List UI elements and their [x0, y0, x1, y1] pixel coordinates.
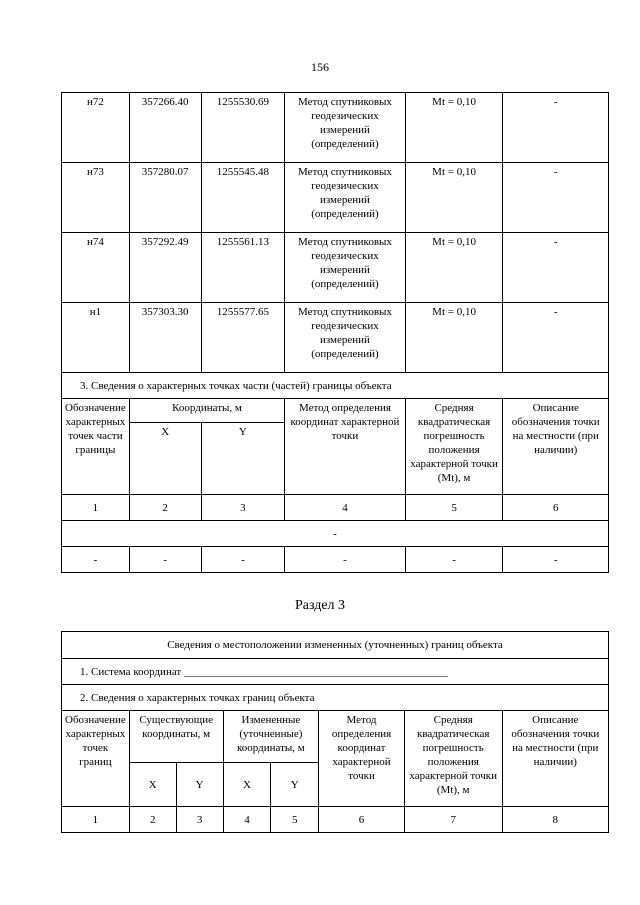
coord-system-row — [62, 659, 609, 685]
point-error: Mt = 0,10 — [405, 233, 503, 303]
point-method: Метод спутниковых геодезических измерений (определений) — [285, 163, 405, 233]
header-changed: Измененные (уточненные) координаты, м — [223, 711, 319, 763]
header-description: Описание обозначения точки на местности (при наличии) — [503, 399, 609, 495]
point-description: - — [503, 163, 609, 233]
point-description: - — [503, 93, 609, 163]
column-number: 7 — [404, 807, 502, 833]
boundary-points-table — [61, 92, 609, 573]
column-number: 6 — [319, 807, 405, 833]
column-number-row — [62, 807, 609, 833]
point-x: 357292.49 — [129, 233, 201, 303]
point-y: 1255561.13 — [201, 233, 285, 303]
point-error: Mt = 0,10 — [405, 93, 503, 163]
header-designation: Обозначение характерных точек границ — [62, 711, 130, 807]
dash-cell: - — [503, 547, 609, 573]
part3-header-row — [62, 399, 609, 423]
header-error: Средняя квадратическая погрешность положения характерной точки (Mt), м — [404, 711, 502, 807]
point-error: Mt = 0,10 — [405, 303, 503, 373]
header-x: X — [129, 763, 176, 807]
points-title: 2. Сведения о характерных точках границ объекта — [62, 685, 609, 711]
point-method: Метод спутниковых геодезических измерений (определений) — [285, 233, 405, 303]
column-number: 4 — [223, 807, 271, 833]
header-y: Y — [176, 763, 223, 807]
header-existing: Существующие координаты, м — [129, 711, 223, 763]
point-y: 1255577.65 — [201, 303, 285, 373]
column-number: 1 — [62, 807, 130, 833]
point-y: 1255530.69 — [201, 93, 285, 163]
header-coordinates: Координаты, м — [129, 399, 284, 423]
header-method: Метод определения координат характерной точки — [285, 399, 405, 495]
column-number: 2 — [129, 495, 201, 521]
merged-dash-cell: - — [62, 521, 609, 547]
part3-title-row — [62, 373, 609, 399]
sec3-title-row — [62, 632, 609, 659]
header-x: X — [129, 423, 201, 495]
point-method: Метод спутниковых геодезических измерений (определений) — [285, 303, 405, 373]
point-description: - — [503, 233, 609, 303]
column-number: 6 — [503, 495, 609, 521]
header-method: Метод определения координат характерной точки — [319, 711, 405, 807]
point-id: н74 — [62, 233, 130, 303]
header-designation: Обозначение характерных точек части границы — [62, 399, 130, 495]
sec3-header-row — [62, 711, 609, 763]
column-number: 4 — [285, 495, 405, 521]
point-method: Метод спутниковых геодезических измерений (определений) — [285, 93, 405, 163]
point-x: 357280.07 — [129, 163, 201, 233]
point-description: - — [503, 303, 609, 373]
dash-cell: - — [285, 547, 405, 573]
column-number: 8 — [502, 807, 608, 833]
point-error: Mt = 0,10 — [405, 163, 503, 233]
page-number: 156 — [311, 60, 329, 74]
merged-dash-row — [62, 521, 609, 547]
column-number: 5 — [271, 807, 319, 833]
column-number: 3 — [176, 807, 223, 833]
dash-cell: - — [62, 547, 130, 573]
point-y: 1255545.48 — [201, 163, 285, 233]
header-x: X — [223, 763, 271, 807]
header-description: Описание обозначения точки на местности (при наличии) — [502, 711, 608, 807]
coord-system: 1. Система координат ________________________________________________ — [62, 659, 609, 685]
header-y: Y — [201, 423, 285, 495]
column-number: 2 — [129, 807, 176, 833]
header-y: Y — [271, 763, 319, 807]
dash-cell: - — [201, 547, 285, 573]
table-row — [62, 233, 609, 303]
point-x: 357266.40 — [129, 93, 201, 163]
column-number: 5 — [405, 495, 503, 521]
table-row — [62, 163, 609, 233]
points-title-row — [62, 685, 609, 711]
column-number-row — [62, 495, 609, 521]
point-id: н72 — [62, 93, 130, 163]
point-id: н1 — [62, 303, 130, 373]
point-id: н73 — [62, 163, 130, 233]
table-row — [62, 303, 609, 373]
table-row — [62, 93, 609, 163]
column-number: 1 — [62, 495, 130, 521]
dash-cell: - — [129, 547, 201, 573]
sec3-title: Сведения о местоположении измененных (уточненных) границ объекта — [62, 632, 609, 659]
column-number: 3 — [201, 495, 285, 521]
header-error: Средняя квадратическая погрешность положения характерной точки (Mt), м — [405, 399, 503, 495]
dash-row — [62, 547, 609, 573]
part3-title: 3. Сведения о характерных точках части (частей) границы объекта — [62, 373, 609, 399]
dash-cell: - — [405, 547, 503, 573]
point-x: 357303.30 — [129, 303, 201, 373]
changed-boundary-table — [61, 631, 609, 833]
section-title: Раздел 3 — [294, 598, 346, 613]
